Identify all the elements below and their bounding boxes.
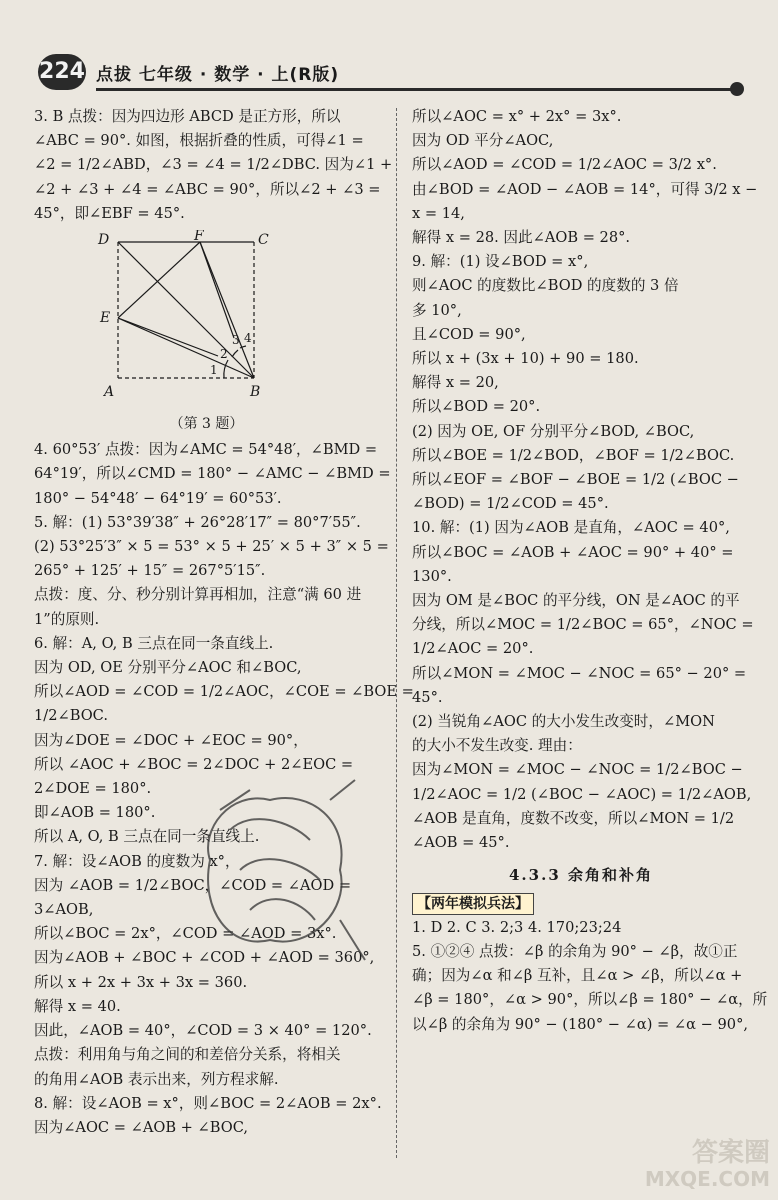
watermark-line-1: 答案圈 <box>691 1138 770 1168</box>
text-line: x = 14, <box>412 204 465 222</box>
text-line: 的角用∠AOB 表示出来，列方程求解. <box>34 1070 279 1088</box>
text-line: 所以∠BOE = 1/2∠BOD，∠BOF = 1/2∠BOC. <box>412 446 735 464</box>
text-line: 因为 OD 平分∠AOC, <box>412 132 554 150</box>
text-line: 64°19′，所以∠CMD = 180° − ∠AMC − ∠BMD = <box>34 465 391 483</box>
text-line: 因为 OM 是∠BOC 的平分线，ON 是∠AOC 的平 <box>412 592 740 610</box>
label-f: F <box>194 230 204 245</box>
text-line: 180° − 54°48′ − 64°19′ = 60°53′. <box>34 489 282 507</box>
text-line: 所以∠EOF = ∠BOF − ∠BOE = 1/2 (∠BOC − <box>412 471 739 489</box>
angle-arc-1 <box>224 360 228 378</box>
book-title: 点拔 七年级 · 数学 · 上(R版) <box>96 65 340 85</box>
text-line: 由∠BOD = ∠AOD − ∠AOB = 14°，可得 3/2 x − <box>412 180 758 198</box>
section-title: 4.3.3 余角和补角 <box>509 866 653 885</box>
text-line: 5. 解：(1) 53°39′38″ + 26°28′17″ = 80°7′55″. <box>34 513 361 531</box>
text-line: 确；因为∠α 和∠β 互补，且∠α > ∠β，所以∠α + <box>412 967 743 985</box>
text-line: 所以∠BOC = ∠AOB + ∠AOC = 90° + 40° = <box>412 543 734 561</box>
text-line: 3. B 点拨：因为四边形 ABCD 是正方形，所以 <box>34 108 341 125</box>
text-line: 即∠AOB = 180°. <box>34 804 156 822</box>
text-line: 3∠AOB, <box>34 901 94 919</box>
practice-tag: 【两年模拟兵法】 <box>412 893 534 915</box>
text-line: 解得 x = 40. <box>34 997 121 1015</box>
label-c: C <box>258 232 269 249</box>
text-line: ∠AOB = 45°. <box>412 834 510 852</box>
label-e: E <box>100 310 111 327</box>
text-line: 2∠DOE = 180°. <box>34 780 152 798</box>
text-line: ∠β = 180°，∠α > 90°，所以∠β = 180° − ∠α，所 <box>412 991 768 1009</box>
column-divider <box>396 108 397 1158</box>
text-line: (2) 当锐角∠AOC 的大小发生改变时，∠MON <box>412 713 715 731</box>
text-line: 的大小不发生改变. 理由： <box>412 737 582 755</box>
text-line: ∠2 = 1/2∠ABD，∠3 = ∠4 = 1/2∠DBC. 因为∠1 + <box>34 156 393 174</box>
label-angle-2: 2 <box>220 347 228 362</box>
text-line: 分线，所以∠MOC = 1/2∠BOC = 65°，∠NOC = <box>412 616 754 634</box>
page-number: 224 <box>38 54 86 90</box>
label-angle-4: 4 <box>244 331 252 346</box>
text-line: 8. 解：设∠AOB = x°，则∠BOC = 2∠AOB = 2x°. <box>34 1094 382 1112</box>
text-line: 因为∠MON = ∠MOC − ∠NOC = 1/2∠BOC − <box>412 761 743 779</box>
text-line: 5. ①②④ 点拨：∠β 的余角为 90° − ∠β，故①正 <box>412 942 738 960</box>
text-line: 解得 x = 20, <box>412 374 499 392</box>
label-d: D <box>98 232 110 249</box>
text-line: (2) 53°25′3″ × 5 = 53° × 5 + 25′ × 5 + 3″ × 5 = <box>34 538 389 556</box>
text-line: 所以 A, O, B 三点在同一条直线上. <box>34 828 260 846</box>
text-line: 6. 解：A, O, B 三点在同一条直线上. <box>34 634 274 652</box>
text-line: 所以∠BOD = 20°. <box>412 398 541 416</box>
label-a: A <box>104 384 115 401</box>
text-line: 解得 x = 28. 因此∠AOB = 28°. <box>412 229 631 247</box>
text-line: (2) 因为 OE, OF 分别平分∠BOD, ∠BOC, <box>412 422 695 440</box>
figure-problem-3 <box>34 230 379 410</box>
text-line: 所以 ∠AOC + ∠BOC = 2∠DOC + 2∠EOC = <box>34 755 354 773</box>
text-line: 9. 解：(1) 设∠BOD = x°, <box>412 253 589 271</box>
diagonal-db <box>118 242 254 378</box>
text-line: 130°. <box>412 567 452 585</box>
figure-caption: （第 3 题） <box>169 416 244 433</box>
text-line: ∠BOD) = 1/2∠COD = 45°. <box>412 495 609 513</box>
text-line: 所以∠BOC = 2x°，∠COD = ∠AOD = 3x°. <box>34 925 337 943</box>
text-line: ∠ABC = 90°. 如图，根据折叠的性质，可得∠1 = <box>34 132 364 150</box>
text-line: 45°. <box>412 688 443 706</box>
text-line: 1/2∠AOC = 20°. <box>412 640 534 658</box>
page-header <box>0 30 778 90</box>
fold-line-f <box>200 242 234 338</box>
text-line: 以∠β 的余角为 90° − (180° − ∠α) = ∠α − 90°, <box>412 1015 749 1033</box>
text-line: 所以∠AOD = ∠COD = 1/2∠AOC = 3/2 x°. <box>412 156 717 174</box>
text-line: 则∠AOC 的度数比∠BOD 的度数的 3 倍 <box>412 277 679 295</box>
square-fold-diagram <box>94 230 284 400</box>
header-dot <box>730 82 744 96</box>
text-line: 所以 x + 2x + 3x + 3x = 360. <box>34 973 248 991</box>
text-line: 因为∠DOE = ∠DOC + ∠EOC = 90°， <box>34 731 308 749</box>
text-line: 且∠COD = 90°, <box>412 325 526 343</box>
text-line: 因为 OD, OE 分别平分∠AOC 和∠BOC, <box>34 659 302 677</box>
label-angle-3: 3 <box>232 333 240 348</box>
label-b: B <box>250 384 261 401</box>
text-line: 1/2∠BOC. <box>34 707 108 725</box>
text-line: 4. 60°53′ 点拨：因为∠AMC = 54°48′，∠BMD = <box>34 441 378 459</box>
right-column <box>412 105 768 1037</box>
text-line: 因为 ∠AOB = 1/2∠BOC，∠COD = ∠AOD = <box>34 876 352 894</box>
text-line: 265° + 125′ + 15″ = 267°5′15″. <box>34 562 266 580</box>
text-line: ∠2 + ∠3 + ∠4 = ∠ABC = 90°，所以∠2 + ∠3 = <box>34 180 381 198</box>
handwriting-scribble <box>190 770 370 970</box>
text-line: 7. 解：设∠AOB 的度数为 x°， <box>34 852 240 870</box>
fold-line-e <box>118 318 218 356</box>
text-line: 多 10°, <box>412 301 462 319</box>
text-line: 点拨：度、分、秒分别计算再相加，注意“满 60 进 <box>34 586 362 604</box>
angle-arc-2 <box>232 350 238 357</box>
text-line: 所以 x + (3x + 10) + 90 = 180. <box>412 350 639 368</box>
text-line: 所以∠AOC = x° + 2x° = 3x°. <box>412 108 622 125</box>
text-line: 所以∠AOD = ∠COD = 1/2∠AOC，∠COE = ∠BOE = <box>34 683 414 701</box>
text-line: 10. 解：(1) 因为∠AOB 是直角，∠AOC = 40°, <box>412 519 730 537</box>
segment-ef <box>118 242 200 318</box>
text-line: 1/2∠AOC = 1/2 (∠BOC − ∠AOC) = 1/2∠AOB, <box>412 785 752 803</box>
text-line: 点拨：利用角与角之间的和差倍分关系，将相关 <box>34 1046 341 1064</box>
header-rule <box>96 88 738 91</box>
text-line: 所以∠MON = ∠MOC − ∠NOC = 65° − 20° = <box>412 664 747 682</box>
text-line: 因为∠AOB + ∠BOC + ∠COD + ∠AOD = 360°, <box>34 949 375 967</box>
watermark-line-2: MXQE.COM <box>644 1167 770 1191</box>
text-line: 1. D 2. C 3. 2;3 4. 170;23;24 <box>412 918 622 936</box>
text-line: 1”的原则. <box>34 610 100 628</box>
text-line: 因此，∠AOB = 40°，∠COD = 3 × 40° = 120°. <box>34 1022 372 1040</box>
left-column <box>34 105 414 1140</box>
label-angle-1: 1 <box>210 363 218 378</box>
watermark <box>645 1140 770 1192</box>
text-line: 45°，即∠EBF = 45°. <box>34 204 185 222</box>
text-line: 因为∠AOC = ∠AOB + ∠BOC, <box>34 1118 249 1136</box>
text-line: ∠AOB 是直角，度数不改变，所以∠MON = 1/2 <box>412 809 735 827</box>
